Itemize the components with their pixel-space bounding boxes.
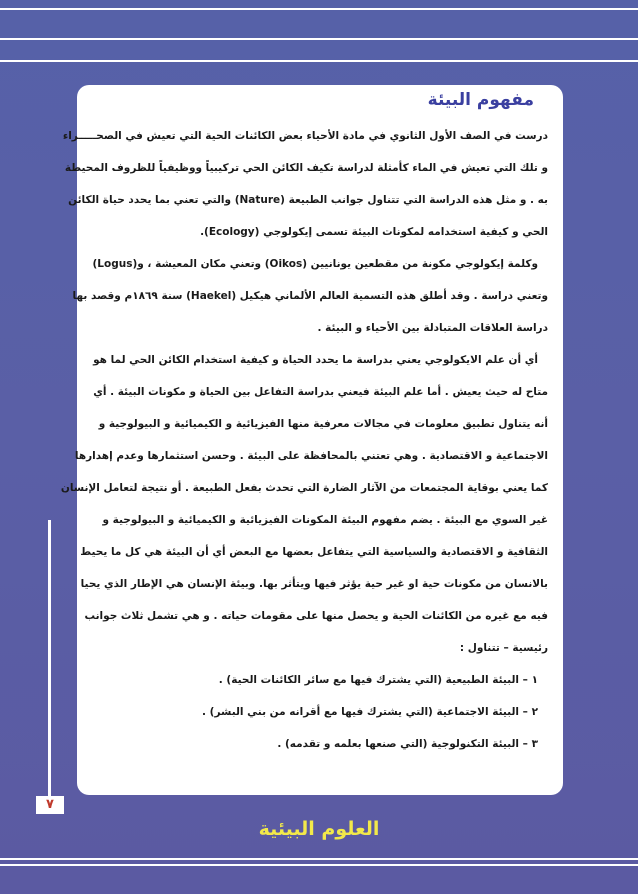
footer-title: العلوم البيئية [258, 818, 380, 840]
text-line: دراسة العلاقات المتبادلة بين الأحياء و البيئة . [317, 322, 548, 334]
text-line: أي أن علم الايكولوجي يعني بدراسة ما يحدد الحياة و كيفية استخدام الكائن الحي لما هو [93, 354, 538, 366]
bottom-rule-2 [0, 864, 638, 866]
page-title: مفهوم البيئة [427, 90, 534, 110]
side-bar [48, 520, 51, 810]
list-item: ٢ – البيئة الاجتماعية (التي يشترك فيها مع أقرانه من بني البشر) . [202, 706, 538, 718]
bottom-rule-1 [0, 858, 638, 860]
text-line: وتعني دراسة . وقد أطلق هذه التسمية العالم الألماني هيكيل (Haekel) سنة ١٨٦٩م وقصد بها [72, 290, 548, 302]
text-line: الاجتماعية و الاقتصادية . وهي تعتني بالمحافظة على البيئة . وحسن استثمارها وعدم إهدارها [74, 450, 548, 462]
text-line: بالانسان من مكونات حية او غير حية يؤثر فيها ويتأثر بها. وبيئة الإنسان هي الإطار الذي يحيا [80, 578, 548, 590]
text-line: رئيسية – تتناول : [459, 642, 548, 654]
top-rule-1 [0, 8, 638, 10]
list-item: ١ – البيئة الطبيعية (التي يشترك فيها مع سائر الكائنات الحية) . [218, 674, 538, 686]
text-line: غير السوي مع البيئة . يضم مفهوم البيئة المكونات الفيزيائية و الكيميائية و البيولوجية و [102, 514, 548, 526]
page-number: ٧ [36, 796, 64, 814]
top-rule-2 [0, 38, 638, 40]
text-line: و تلك التي تعيش في الماء كأمثلة لدراسة تكيف الكائن الحي تركيبياً ووظيفياً للظروف المحيطة [64, 162, 548, 174]
text-line: به . و مثل هذه الدراسة التي تتناول جوانب الطبيعة (Nature) والتي تعني بما يحدد حياة الكائن [68, 194, 548, 206]
top-rule-3 [0, 60, 638, 62]
list-item: ٣ – البيئة التكنولوجية (التي صنعها بعلمه و تقدمه) . [277, 738, 538, 750]
text-line: الثقافية و الاقتصادية والسياسية التي يتفاعل بعضها مع البعض أي أن البيئة هي كل ما يحيط [80, 546, 548, 558]
text-line: وكلمة إيكولوجي مكونة من مقطعين يونانيين (Oikos) وتعني مكان المعيشة ، و(Logus) [92, 258, 538, 270]
text-line: فيه مع غيره من الكائنات الحية و يحصل منها على مقومات حياته . و هي تشمل ثلاث جوانب [84, 610, 548, 622]
text-line: كما يعني بوقاية المجتمعات من الآثار الضارة التي تحدث بفعل الطبيعة . أو نتيجة لتعامل الإنسان [60, 482, 548, 494]
text-line: الحي و كيفية استخدامه لمكونات البيئة تسمى إيكولوجي (Ecology). [200, 226, 548, 238]
text-line: متاح له حيث يعيش . أما علم البيئة فيعني بدراسة التفاعل بين الحياة و مكونات البيئة . أي [93, 386, 548, 398]
body-text [60, 120, 548, 760]
text-line: أنه يتناول تطبيق معلومات في مجالات معرفية منها الفيزيائية و الكيميائية و البيولوجية و [98, 418, 548, 430]
text-line: درست في الصف الأول الثانوي في مادة الأحياء بعض الكائنات الحية التي تعيش في الصحـــــراء [62, 130, 548, 142]
